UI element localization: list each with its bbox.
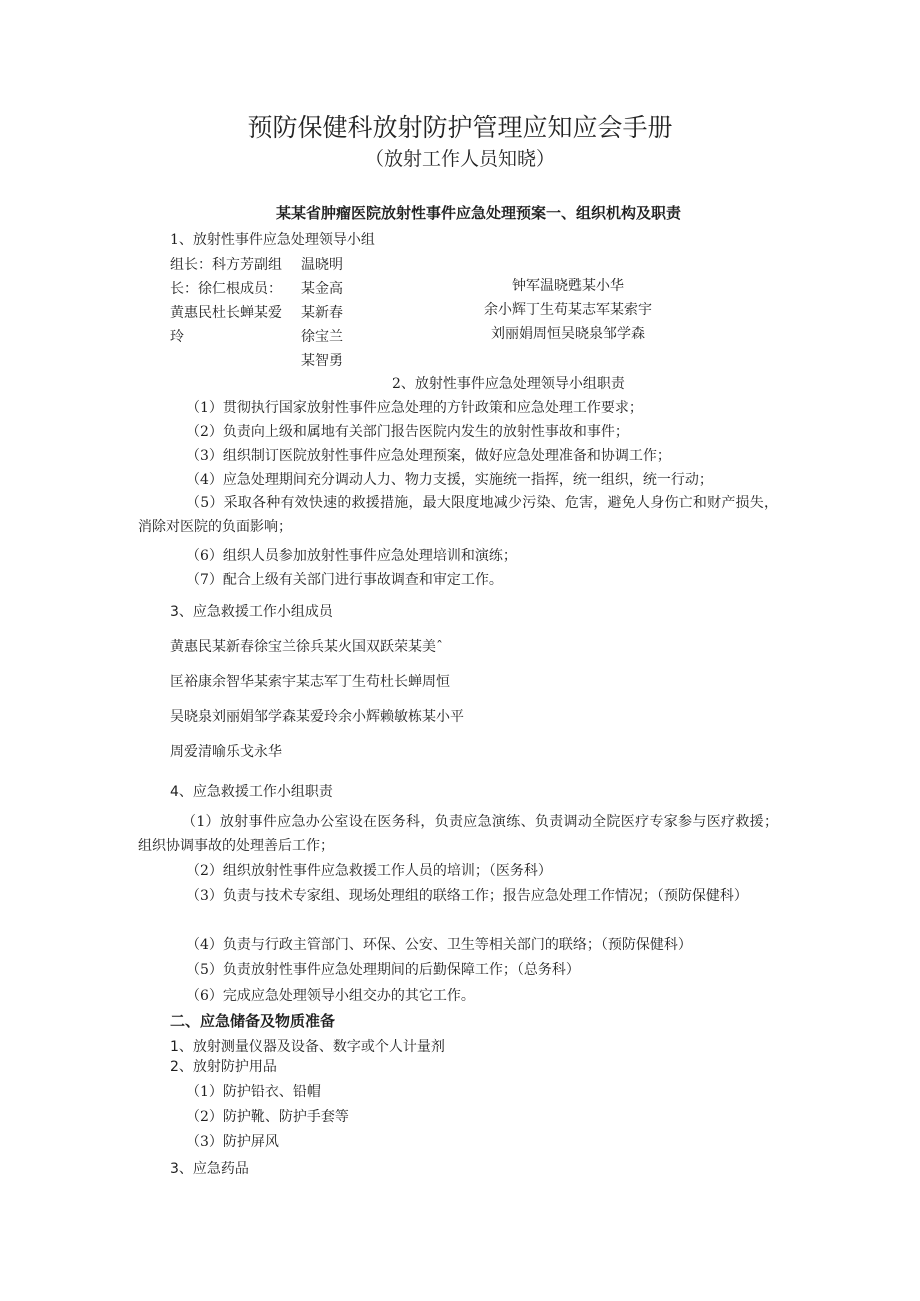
text-line: 余小辉丁生苟某志军某索宇 bbox=[484, 302, 652, 318]
member-line: 黄惠民某新春徐宝兰徐兵某火国双跃荣某美ˆ bbox=[170, 639, 443, 655]
member-line: 周爱清喻乐戈永华 bbox=[170, 744, 282, 760]
text-line: 温晓明 bbox=[301, 257, 343, 273]
list-item: （3）负责与技术专家组、现场处理组的联络工作；报告应急处理工作情况；（预防保健科） bbox=[186, 888, 748, 904]
page-title: 预防保健科放射防护管理应知应会手册 bbox=[247, 113, 673, 142]
list-item: （4）负责与行政主管部门、环保、公安、卫生等相关部门的联络；（预防保健科） bbox=[186, 937, 692, 953]
section-3-heading: 3、应急救援工作小组成员 bbox=[170, 604, 333, 620]
list-item: （6）完成应急处理领导小组交办的其它工作。 bbox=[186, 988, 475, 1004]
list-item: （1）贯彻执行国家放射性事件应急处理的方针政策和应急处理工作要求； bbox=[186, 400, 643, 416]
list-item: （6）组织人员参加放射性事件应急处理培训和演练； bbox=[186, 548, 517, 564]
text-line: 玲 bbox=[170, 329, 184, 345]
list-item: （7）配合上级有关部门进行事故调查和审定工作。 bbox=[186, 572, 503, 588]
section-2-heading: 2、放射性事件应急处理领导小组职责 bbox=[392, 376, 625, 392]
member-line: 匡裕康余智华某索宇某志军丁生苟杜长蝉周恒 bbox=[170, 674, 450, 690]
page-subtitle: （放射工作人员知晓） bbox=[364, 148, 555, 170]
text-line: 刘丽娟周恒吴晓泉邹学森 bbox=[491, 326, 645, 342]
list-item: （5）负责放射性事件应急处理期间的后勤保障工作；（总务科） bbox=[186, 962, 580, 978]
section-4-heading: 4、应急救援工作小组职责 bbox=[170, 784, 333, 800]
part-2-heading: 二、应急储备及物质准备 bbox=[170, 1012, 336, 1030]
text-line: 某智勇 bbox=[301, 353, 343, 369]
list-item: （3）防护屏风 bbox=[186, 1134, 279, 1150]
list-item: 1、放射测量仪器及设备、数字或个人计量剂 bbox=[170, 1039, 445, 1055]
list-item: （3）组织制订医院放射性事件应急处理预案，做好应急处理准备和协调工作； bbox=[186, 448, 671, 464]
list-item: （2）组织放射性事件应急救援工作人员的培训；（医务科） bbox=[186, 863, 552, 879]
member-line: 吴晓泉刘丽娟邹学森某爱玲余小辉赖敏栋某小平 bbox=[170, 709, 464, 725]
text-line: 某新春 bbox=[301, 305, 343, 321]
text-line: 徐宝兰 bbox=[301, 329, 343, 345]
list-item: 2、放射防护用品 bbox=[170, 1059, 277, 1075]
list-item: （2）防护靴、防护手套等 bbox=[186, 1109, 349, 1125]
text-line: 某金高 bbox=[301, 281, 343, 297]
text-line: 钟军温晓甦某小华 bbox=[512, 278, 624, 294]
section-1-heading: 1、放射性事件应急处理领导小组 bbox=[170, 232, 375, 248]
list-item: （1）防护铅衣、铅帽 bbox=[186, 1084, 321, 1100]
list-item: （1）放射事件应急办公室设在医务科，负责应急演练、负责调动全院医疗专家参与医疗救援；组织协调事故的处理善后工作； bbox=[138, 814, 778, 854]
text-line: 黄惠民杜长蝉某爱 bbox=[170, 305, 282, 321]
list-item: 3、应急药品 bbox=[170, 1161, 249, 1177]
text-line: 长：徐仁根成员： bbox=[170, 281, 282, 297]
list-item: （2）负责向上级和属地有关部门报告医院内发生的放射性事故和事件； bbox=[186, 424, 629, 440]
text-line: 组长：科方芳副组 bbox=[170, 257, 282, 273]
list-item: （4）应急处理期间充分调动人力、物力支援，实施统一指挥，统一组织，统一行动； bbox=[186, 472, 713, 488]
list-item: （5）采取各种有效快速的救援措施，最大限度地减少污染、危害，避免人身伤亡和财产损失，消除对医院的负面影响； bbox=[138, 495, 778, 535]
plan-heading: 某某省肿瘤医院放射性事件应急处理预案一、组织机构及职责 bbox=[276, 204, 682, 222]
